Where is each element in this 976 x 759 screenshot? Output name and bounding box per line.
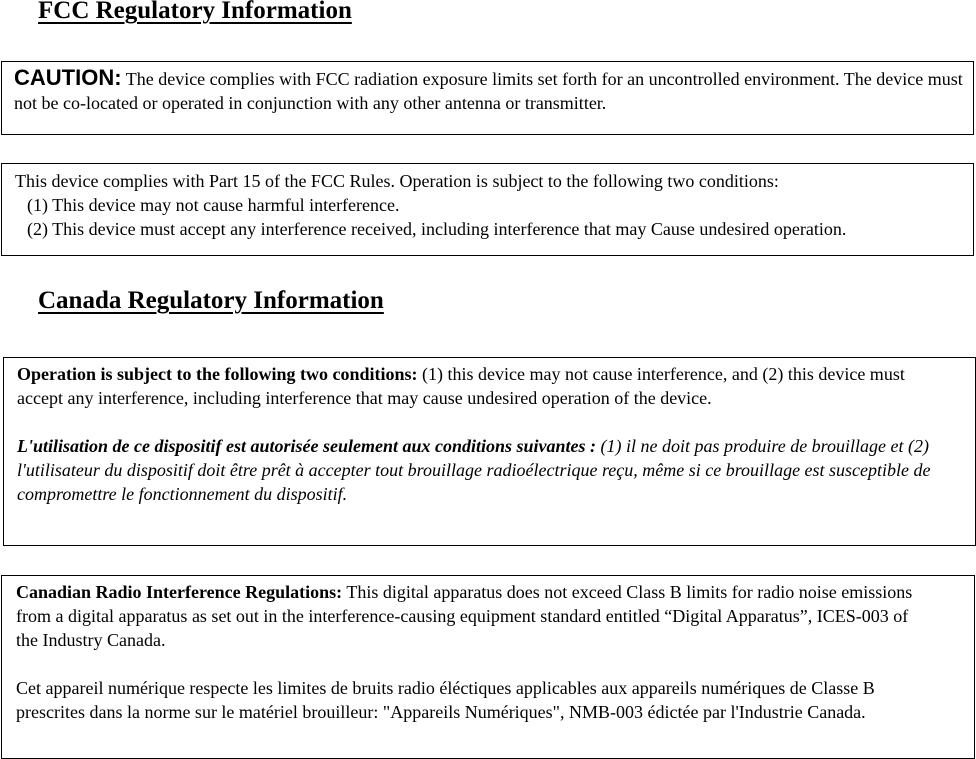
canada-heading: Canada Regulatory Information — [38, 287, 384, 314]
ices-label: Canadian Radio Interference Regulations: — [16, 582, 343, 602]
canada-operation-text: (1) this device may not cause interference, and (2) this device must accept any interference, including interference that may cause undesired operation of the device. — [17, 364, 905, 408]
condition-2: (2) This device must accept any interference received, including interference that may Cause undesired operation. — [27, 219, 847, 239]
canada-operation-box — [3, 357, 976, 546]
canada-operation-fr — [17, 434, 935, 506]
part15-intro: This device complies with Part 15 of the FCC Rules. Operation is subject to the following two conditions: — [15, 171, 779, 191]
ices-text: This digital apparatus does not exceed Class B limits for radio noise emissions from a digital apparatus as set out in the interference-causing equipment standard entitled “Digital Apparatus”, ICES-003 of the Industry Canada. — [16, 582, 913, 650]
caution-box — [1, 61, 974, 135]
canada-operation-fr-text: (1) il ne doit pas produire de brouillage et (2) l'utilisateur du dispositif doit être prêt à accepter tout brouillage radioélectrique reçu, même si ce brouillage est susceptible de compromettre le fonctionnement du dispositif. — [17, 436, 931, 504]
condition-1: (1) This device may not cause harmful interference. — [27, 195, 400, 215]
ices-fr: Cet appareil numérique respecte les limites de bruits radio éléctiques applicables aux appareils numériques de Classe B prescrites dans la norme sur le matériel brouilleur: "Appareils Numériques", NMB-003 édictée par l'Industrie Canada. — [16, 678, 875, 722]
part15-box — [1, 163, 974, 256]
canada-operation-fr-label: L'utilisation de ce dispositif est autorisée seulement aux conditions suivantes : — [17, 436, 597, 456]
ices-en — [16, 580, 934, 652]
fcc-heading: FCC Regulatory Information — [38, 0, 352, 24]
caution-label: CAUTION: — [14, 65, 122, 90]
canada-operation-label: Operation is subject to the following two conditions: — [17, 364, 418, 384]
caution-text: The device complies with FCC radiation exposure limits set forth for an uncontrolled environment. The device must not be co-located or operated in conjunction with any other antenna or transmitter. — [14, 69, 963, 113]
ices-box — [1, 575, 975, 759]
canada-operation-en — [17, 362, 935, 410]
